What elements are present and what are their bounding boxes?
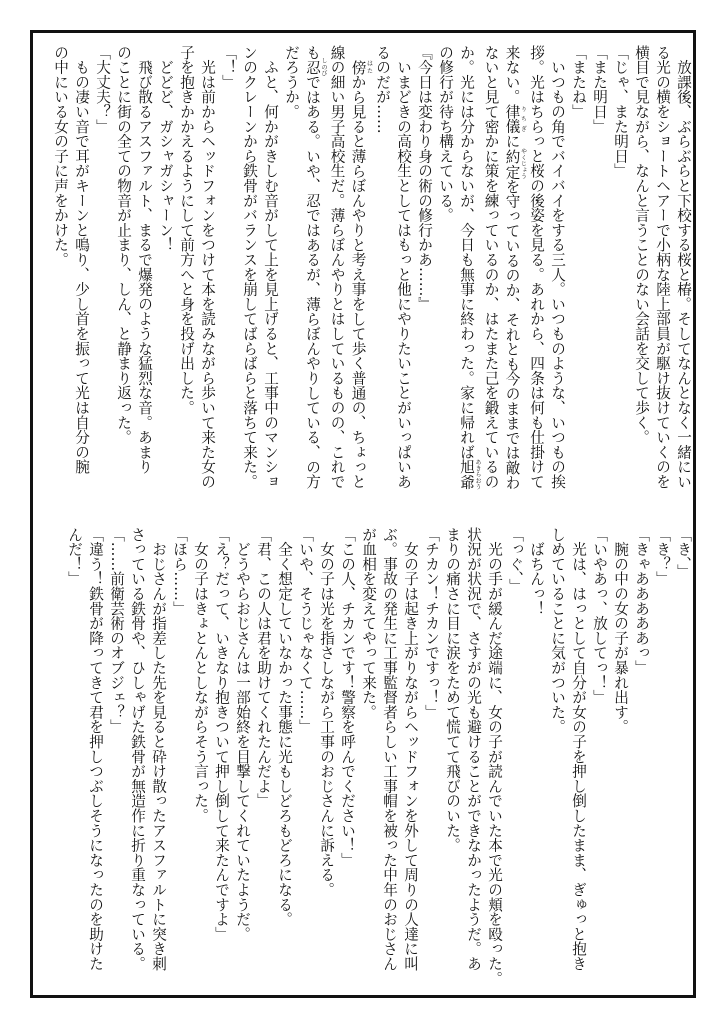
text-line: 線の細い男子高校生だ。薄らぼんやりとはしているものの、これで bbox=[328, 45, 346, 489]
text-line: いまどきの高校生としてはもっと他にやりたいことがいっぱいあ bbox=[395, 45, 412, 489]
text-line: 『今日は変わり身の術の修行かあ……』 bbox=[416, 45, 433, 312]
ruby-annotation: 忍 しのび bbox=[304, 57, 327, 77]
text-line: 「いやあっ、放してっ！」 bbox=[591, 527, 608, 705]
text-line: 「え？だって、いきなり抱きついて押し倒して来たんですよ」 bbox=[213, 527, 230, 942]
text-line: 放課後、ぶらぶらと下校する桜と椿。そしてなんとなく一緒にい bbox=[675, 45, 692, 489]
text-line: 「きゃあああああっ」 bbox=[633, 527, 650, 675]
text-line: 子を抱きかかえるようにして前方へと身を投げ出した。 bbox=[178, 45, 195, 415]
text-line: しめていることに気がついた。 bbox=[549, 527, 566, 735]
text-line: さっている鉄骨や、ひしゃげた鉄骨が無造作に折り重なっている。 bbox=[129, 527, 146, 971]
text-line: ないと見て密かに策を練っているのか、はたまた己を鍛えているの bbox=[482, 45, 500, 489]
text-line: ふと、何かがきしむ音がして上を見上げると、工事中のマンショ bbox=[262, 45, 279, 489]
text-line: 「いや、そうじゃなくて……」 bbox=[297, 527, 314, 735]
text-line: 「じゃ、また明日」 bbox=[612, 45, 629, 179]
text-line: の修行が待ち構えている。 bbox=[437, 45, 454, 223]
text-line: ばちんっ！ bbox=[528, 527, 545, 616]
text-line: 状況が状況で、さすがの光も避けることができなかったようだ。あ bbox=[465, 527, 482, 971]
text-line: どどど、ガシャガシャーン！ bbox=[157, 45, 174, 253]
text-line: いつもの角でバイバイをする三人。いつものような、いつもの挨 bbox=[549, 45, 566, 489]
text-segment: ではある。いや、忍ではあるが、薄らぼんやりしている、の方 bbox=[304, 74, 321, 490]
text-line: 「……前衛芸術のオブジェ？」 bbox=[108, 527, 125, 735]
text-line: 女の子は光を指さしながら工事のおじさんに訴える。 bbox=[318, 527, 335, 897]
text-line: 光の手が緩んだ途端に、女の子が読んでいた本で光の頬を殴った。 bbox=[486, 527, 503, 986]
text-line bbox=[302, 45, 327, 515]
text-line: 「チカン！チカンですっ！」 bbox=[423, 527, 440, 720]
text-line: の中にいる女の子に声をかけた。 bbox=[52, 45, 69, 267]
text-line: 「大丈夫？」 bbox=[94, 45, 111, 134]
text-line: 「ほら……」 bbox=[171, 527, 188, 616]
ruby-annotation: 旭爺 あきらおう bbox=[458, 459, 481, 491]
text-line: 「また明日」 bbox=[591, 45, 608, 134]
text-line bbox=[502, 45, 527, 515]
upper-text-block bbox=[54, 45, 694, 515]
text-line: 拶。光はちらっと桜の後姿を見る。あれから、四条は何も仕掛けて bbox=[528, 45, 545, 489]
text-line: のことに街の全ての物音が止まり、しん、と静まり返った。 bbox=[115, 45, 132, 445]
text-line: 全く想定していなかった事態に光もしどろもどろになる。 bbox=[276, 527, 293, 927]
text-line: 「君、この人は君を助けてくれたんだよ」 bbox=[255, 527, 272, 809]
text-line: 女の子はきょとんとしながらそう言った。 bbox=[192, 527, 209, 823]
text-segment bbox=[350, 45, 367, 60]
text-line: 「違う！鉄骨が降ってきて君を押しつぶしそうになったのを助けた bbox=[87, 527, 104, 971]
text-line: る光の横をショートヘアーで小柄な陸上部員が駆け抜けていくのを bbox=[654, 45, 671, 489]
text-line: ぶ。事故の発生に工事監督者らしい工事帽を被った中年のおじさん bbox=[381, 527, 398, 971]
ruby-annotation: 傍 はた bbox=[349, 59, 373, 75]
text-line: ンのクレーンから鉄骨がバランスを崩してばらばらと落ちて来た。 bbox=[241, 45, 258, 489]
text-line: もの凄い音で耳がキーンと鳴り、少し首を振って光は自分の腕 bbox=[73, 45, 90, 475]
text-line: まりの痛さに目に涙をためて慌てて飛びのいた。 bbox=[444, 527, 461, 853]
text-line: 光は前からヘッドフォンをつけて本を読みながら歩いて来た女の bbox=[199, 45, 216, 489]
text-line: が血相を変えてやって来た。 bbox=[360, 527, 377, 720]
text-segment: か。光には分からないが、今日も無事に終わった。家に帰れば bbox=[458, 45, 475, 460]
text-line: 光は、はっとして自分が女の子を押し倒したまま、ぎゅっと抱き bbox=[570, 527, 587, 971]
text-line: 女の子は起き上がりながらヘッドフォンを外して周りの人達に叫 bbox=[402, 527, 419, 971]
text-line: だろうか。 bbox=[283, 45, 300, 119]
text-line: 横目で見ながら、なんと言うことのない会話を交して歩く。 bbox=[633, 45, 650, 445]
text-line: 「き、」 bbox=[675, 527, 692, 579]
text-line: 飛び散るアスファルト、まるで爆発のような猛烈な音。あまり bbox=[136, 45, 153, 475]
text-line bbox=[456, 45, 481, 515]
text-segment: 来ない。 bbox=[503, 45, 521, 105]
text-line: 「き？」 bbox=[654, 527, 671, 587]
text-line bbox=[348, 45, 373, 515]
ruby-annotation: 約定 やくじょう bbox=[503, 148, 527, 180]
text-segment: に bbox=[503, 133, 521, 149]
text-line: 「この人、チカンです！警察を呼んでください！」 bbox=[339, 527, 356, 868]
text-segment: も bbox=[304, 45, 321, 60]
text-line: んだ！」 bbox=[66, 527, 83, 587]
lower-text-block bbox=[54, 527, 694, 987]
text-line: るのだが…… bbox=[374, 45, 391, 134]
ruby-annotation: 律儀 りちぎ bbox=[503, 104, 527, 134]
text-line: どうやらおじさんは一部始終を目撃してくれていたようだ。 bbox=[234, 527, 251, 942]
text-segment: を守っているのか、それとも今のままでは敵わ bbox=[503, 178, 521, 490]
text-line: 「またね」 bbox=[570, 45, 587, 119]
text-segment: から見ると薄らぼんやりと考え事をして歩く普通の、ちょっと bbox=[349, 74, 367, 490]
text-line: 「！」 bbox=[220, 45, 237, 90]
text-line: おじさんが指差した先を見ると砕け散ったアスファルトに突き刺 bbox=[150, 527, 167, 971]
text-line: 「っぐ、」 bbox=[507, 527, 524, 594]
text-line: 腕の中の女の子が暴れ出す。 bbox=[612, 527, 629, 735]
